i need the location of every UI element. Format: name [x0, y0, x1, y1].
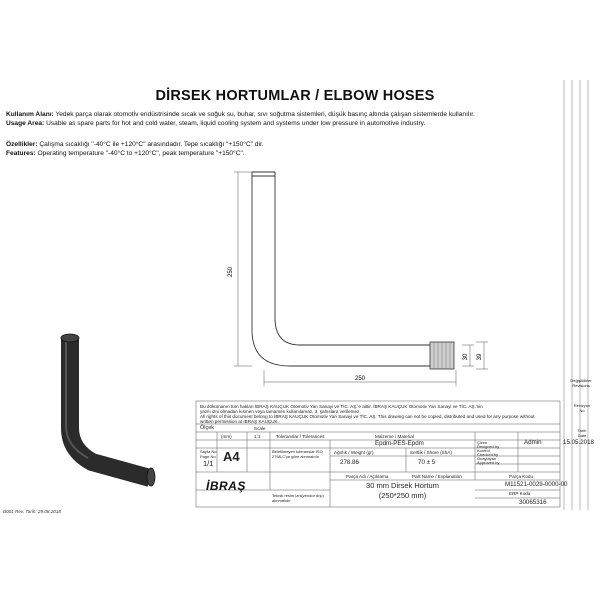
- page-value: 1/1: [203, 459, 214, 468]
- dim-inner-label: 30: [463, 353, 469, 361]
- hose-end-cuff: [430, 342, 454, 369]
- erp-code-label: ERP Kodu: [509, 491, 531, 496]
- hose-outline: [252, 172, 432, 366]
- scale-value: 1:1: [254, 434, 261, 439]
- hose-3d-render: [61, 334, 155, 486]
- notice-line3: All rights of this document belong to İBRAŞ KAUÇUK Otomotiv Yan Sanayi ve TİC. AŞ. This drawing can not be copied, distributed and used for any purpose without: [200, 414, 535, 419]
- hardness-label: Sertlik / Shore (ShA): [410, 450, 452, 455]
- notice-line2: yazılı izni olmadan kısmen veya tamamen kullanılamaz, 3. şahıslara verilemez.: [200, 409, 361, 414]
- unit-label: (mm): [221, 434, 232, 439]
- usage-en-text: Usable as spare parts for hot and cold water, steam, liquid cooling system and systems under low pressure in automotive industry.: [46, 120, 426, 127]
- dim-horizontal-label: 250: [354, 376, 366, 382]
- scale-label: Scale: [254, 426, 266, 431]
- hardness-value: 70 ± 5: [418, 459, 436, 466]
- date-header: Tarih Date: [577, 428, 587, 438]
- legal-small-note: Teknik resim izni(vendor dışı) alınmalıdır: [272, 493, 324, 503]
- footer-revision: B001 Rev. Tarih: 29.08.2018: [3, 509, 61, 514]
- checked-by-label: Kontrol Checked by: [477, 448, 499, 457]
- page-title: DİRSEK HORTUMLAR / ELBOW HOSES: [155, 88, 435, 104]
- part-code: M11521-0029-0000-00: [505, 481, 568, 488]
- tolerance-label: Toleranslar / Tolerances: [276, 434, 325, 439]
- usage-en-label: Usage Area:: [6, 120, 45, 127]
- part-name-line2: (250*250 mm): [378, 491, 427, 500]
- usage-tr-text: Yedek parça olarak otomotiv endüstrisinde sıcak ve soğuk su, buhar, sıvı soğutma sistemleri, düşük basınç altında çalışan sistemlerde kullanılır.: [55, 111, 475, 118]
- dim-outer-label: 39: [477, 353, 483, 361]
- features-en-text: Operating temperature "-40°C to +120°C", peak temperature "+150°C".: [37, 150, 245, 157]
- paper-size: A4: [223, 449, 240, 464]
- part-name-label: Parça Adı / Açıklama: [346, 474, 389, 479]
- logo-text: İBRAŞ: [206, 479, 246, 493]
- company-logo: [206, 477, 246, 495]
- revisions-header: Değişiklikler Revisions: [570, 378, 592, 388]
- notice-line4: written permission at İBRAŞ KAUÇUK.: [200, 419, 279, 424]
- drawing-date: 15.05.2018: [563, 439, 594, 446]
- notice-line1: Bu dökümanın tüm hakları İBRAŞ KAUÇUK Otomotiv Yan Sanayi ve TİC. AŞ.'e aittir. İBRAŞ KAUÇUK Otomotiv Yan Sanayi ve TİC. AŞ.'nin: [200, 404, 483, 409]
- features-en-label: Features:: [6, 150, 36, 157]
- part-code-label: Parça Kodu: [509, 474, 534, 479]
- features-tr-text: Çalışma sıcaklığı "-40°C ile +120°C" arasındadır. Tepe sıcaklığı "+150°C" dir.: [39, 141, 264, 148]
- part-name-label-en: Part Name / Explanation: [412, 474, 462, 479]
- page-label: Sayfa No Page No: [200, 449, 217, 459]
- dim-vertical-label: 250: [228, 266, 234, 278]
- weight-label: Ağırlık / Weight (gr): [334, 450, 374, 455]
- part-name-line1: 30 mm Dirsek Hortum: [366, 481, 439, 490]
- usage-tr-label: Kullanım Alanı:: [6, 111, 54, 118]
- features-tr-label: Özellikler:: [6, 141, 38, 148]
- designer-name: Admin: [524, 439, 542, 446]
- material-value: Epdm-PES-Epdm: [375, 440, 424, 447]
- weight-value: 278.86: [340, 459, 359, 466]
- designed-by-label: Çizen Designed by: [477, 440, 500, 449]
- approved-by-label: Onaylayan Approved by: [477, 456, 500, 465]
- tolerance-note: Belirtilmeyen toleranslar ISO 2768-C'ye göre alınmalıdır: [272, 449, 323, 459]
- material-label: Malzeme / Material: [375, 434, 414, 439]
- erp-code: 30065316: [519, 499, 547, 506]
- revision-no-label: Revizyon No: [573, 403, 591, 413]
- scale-header: Ölçek: [200, 425, 215, 431]
